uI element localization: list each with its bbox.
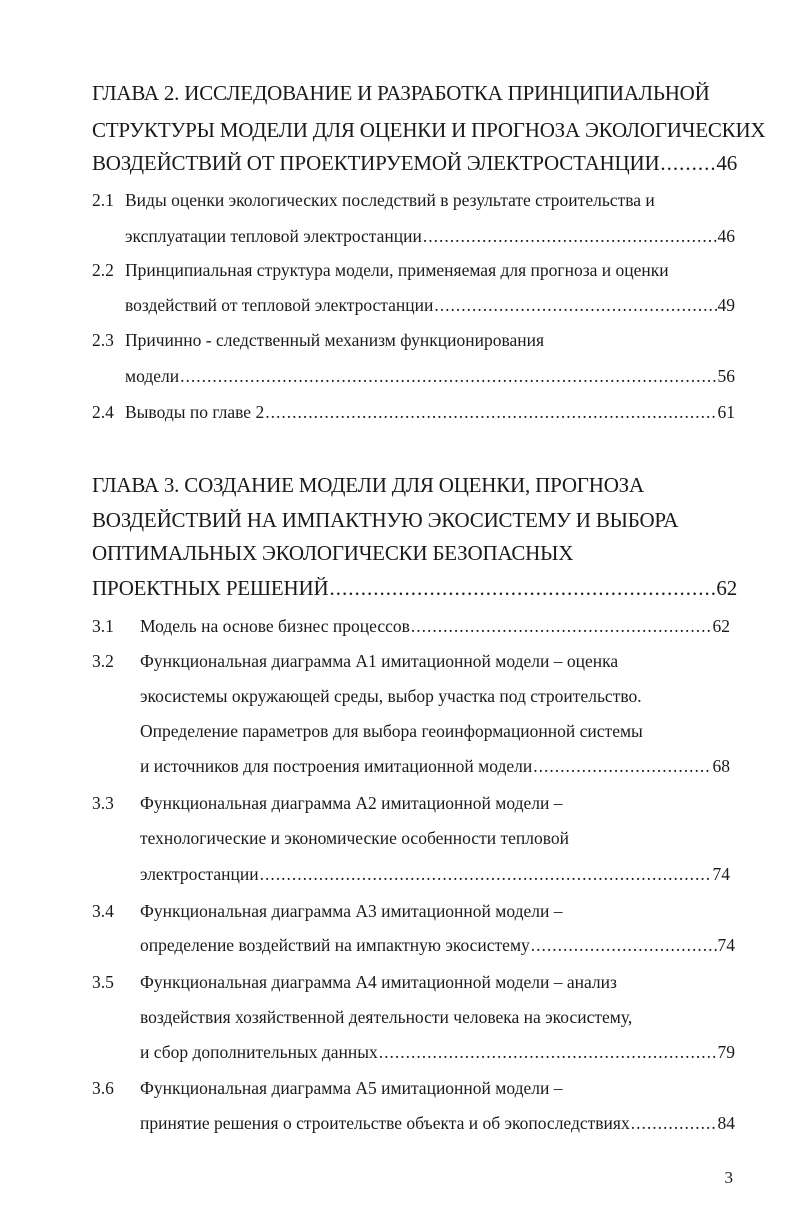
chapter2-title-line2: СТРУКТУРЫ МОДЕЛИ ДЛЯ ОЦЕНКИ И ПРОГНОЗА ЭКОЛОГИЧЕСКИХ xyxy=(92,118,766,142)
section-title-last: эксплуатации тепловой электростанции xyxy=(125,226,422,246)
section-title-last: и источников для построения имитационной модели xyxy=(140,756,533,776)
chapter3-toc-entry[interactable] xyxy=(92,578,737,599)
chapter2-toc-entry[interactable] xyxy=(92,153,737,174)
toc-entry-2-2[interactable] xyxy=(125,297,735,315)
section-title-line: экосистемы окружающей среды, выбор участка под строительство. xyxy=(140,686,642,706)
section-title-last: Выводы по главе 2 xyxy=(125,402,265,422)
page-ref: 62 xyxy=(716,576,737,600)
page-ref: 62 xyxy=(712,616,730,636)
dot-leader xyxy=(531,937,717,955)
section-title-line: Функциональная диаграмма А1 имитационной модели – оценка xyxy=(140,651,619,671)
section-number: 3.4 xyxy=(92,901,114,921)
dot-leader xyxy=(265,404,716,422)
dot-leader xyxy=(180,368,716,386)
dot-leader xyxy=(423,228,717,246)
page-ref: 79 xyxy=(717,1042,735,1062)
dot-leader xyxy=(533,758,711,776)
chapter2-title-line1: ГЛАВА 2. ИССЛЕДОВАНИЕ И РАЗРАБОТКА ПРИНЦИПИАЛЬНОЙ xyxy=(92,81,710,105)
toc-entry-3-4[interactable] xyxy=(140,937,735,955)
chapter3-title-line2: ВОЗДЕЙСТВИЙ НА ИМПАКТНУЮ ЭКОСИСТЕМУ И ВЫБОРА xyxy=(92,508,679,532)
toc-entry-3-1[interactable] xyxy=(140,618,730,636)
page-ref: 49 xyxy=(717,295,735,315)
page-ref: 46 xyxy=(717,226,735,246)
toc-entry-3-6[interactable] xyxy=(140,1115,735,1133)
section-title-last: электростанции xyxy=(140,864,259,884)
chapter3-title-line3: ОПТИМАЛЬНЫХ ЭКОЛОГИЧЕСКИ БЕЗОПАСНЫХ xyxy=(92,541,574,565)
section-title-last: принятие решения о строительстве объекта и об экопоследствиях xyxy=(140,1113,630,1133)
section-title-line: технологические и экономические особенности тепловой xyxy=(140,828,569,848)
toc-entry-2-4[interactable] xyxy=(125,404,735,422)
dot-leader xyxy=(660,153,715,174)
dot-leader xyxy=(631,1115,717,1133)
section-title-line: Функциональная диаграмма А5 имитационной модели – xyxy=(140,1078,563,1098)
page-ref: 61 xyxy=(717,402,735,422)
section-title-line: воздействия хозяйственной деятельности человека на экосистему, xyxy=(140,1007,633,1027)
dot-leader xyxy=(379,1044,717,1062)
chapter2-title-line3: ВОЗДЕЙСТВИЙ ОТ ПРОЕКТИРУЕМОЙ ЭЛЕКТРОСТАНЦИИ xyxy=(92,151,660,175)
toc-entry-3-5[interactable] xyxy=(140,1044,735,1062)
section-number: 3.1 xyxy=(92,616,114,636)
page-ref: 56 xyxy=(717,366,735,386)
dot-leader xyxy=(329,578,715,599)
toc-entry-3-3[interactable] xyxy=(140,866,730,884)
chapter3-title-line1: ГЛАВА 3. СОЗДАНИЕ МОДЕЛИ ДЛЯ ОЦЕНКИ, ПРОГНОЗА xyxy=(92,473,644,497)
page-number: 3 xyxy=(724,1168,733,1187)
section-title-line: Определение параметров для выбора геоинформационной системы xyxy=(140,721,643,741)
section-number: 3.3 xyxy=(92,793,114,813)
toc-entry-3-2[interactable] xyxy=(140,758,730,776)
page-ref: 74 xyxy=(712,864,730,884)
toc-entry-2-3[interactable] xyxy=(125,368,735,386)
section-number: 2.4 xyxy=(92,402,114,422)
section-title-last: определение воздействий на импактную экосистему xyxy=(140,935,530,955)
section-number: 3.5 xyxy=(92,972,114,992)
dot-leader xyxy=(260,866,712,884)
page-ref: 74 xyxy=(717,935,735,955)
toc-entry-2-1[interactable] xyxy=(125,228,735,246)
section-number: 2.2 xyxy=(92,260,114,280)
page-ref: 84 xyxy=(717,1113,735,1133)
section-number: 3.2 xyxy=(92,651,114,671)
section-title-last: Модель на основе бизнес процессов xyxy=(140,616,410,636)
dot-leader xyxy=(411,618,712,636)
section-number: 3.6 xyxy=(92,1078,114,1098)
dot-leader xyxy=(434,297,716,315)
section-title-line: Функциональная диаграмма А4 имитационной модели – анализ xyxy=(140,972,617,992)
chapter3-title-line4: ПРОЕКТНЫХ РЕШЕНИЙ xyxy=(92,576,329,600)
section-title-line: Виды оценки экологических последствий в результате строительства и xyxy=(125,190,655,210)
page-ref: 68 xyxy=(712,756,730,776)
section-title-line: Причинно - следственный механизм функционирования xyxy=(125,330,545,350)
section-title-line: Функциональная диаграмма А2 имитационной модели – xyxy=(140,793,563,813)
section-title-line: Принципиальная структура модели, применяемая для прогноза и оценки xyxy=(125,260,669,280)
section-title-last: модели xyxy=(125,366,180,386)
page-ref: 46 xyxy=(716,151,737,175)
section-title-line: Функциональная диаграмма А3 имитационной модели – xyxy=(140,901,563,921)
section-title-last: воздействий от тепловой электростанции xyxy=(125,295,434,315)
section-number: 2.3 xyxy=(92,330,114,350)
section-title-last: и сбор дополнительных данных xyxy=(140,1042,378,1062)
section-number: 2.1 xyxy=(92,190,114,210)
